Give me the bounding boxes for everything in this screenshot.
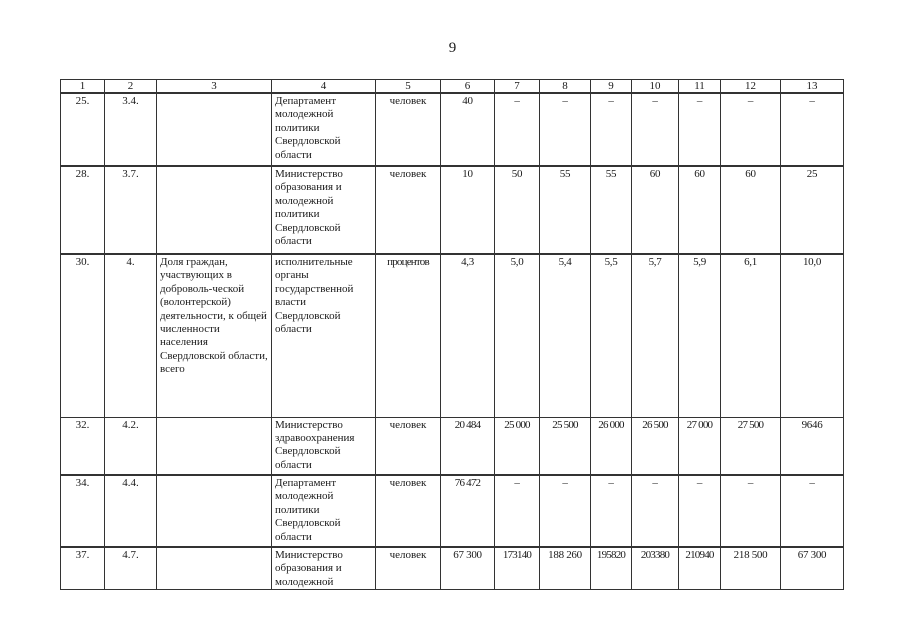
row-value: 60 [679, 166, 721, 254]
row-value: – [495, 93, 540, 166]
table-row [61, 547, 844, 590]
header-cell: 3 [157, 80, 272, 94]
header-cell: 12 [721, 80, 781, 94]
header-cell: 9 [591, 80, 632, 94]
row-value: – [540, 475, 591, 547]
table-row [61, 166, 844, 254]
row-value: 6,1 [721, 254, 781, 417]
row-value: 203380 [632, 547, 679, 590]
header-cell: 8 [540, 80, 591, 94]
row-code: 3.4. [105, 93, 157, 166]
row-value: 67 300 [781, 547, 844, 590]
row-department: Министерство здравоохранения Свердловской области [272, 417, 376, 475]
row-value: 25 500 [540, 417, 591, 475]
header-cell: 7 [495, 80, 540, 94]
row-code: 4.2. [105, 417, 157, 475]
row-value: – [679, 475, 721, 547]
row-department: Департамент молодежной политики Свердловской области [272, 93, 376, 166]
row-value: 55 [591, 166, 632, 254]
row-number: 34. [61, 475, 105, 547]
row-value: 188 260 [540, 547, 591, 590]
row-department: Департамент молодежной политики Свердловской области [272, 475, 376, 547]
table-row [61, 254, 844, 417]
header-cell: 10 [632, 80, 679, 94]
row-value: 5,0 [495, 254, 540, 417]
table-row [61, 475, 844, 547]
header-cell: 1 [61, 80, 105, 94]
row-code: 4.7. [105, 547, 157, 590]
row-indicator [157, 417, 272, 475]
row-value: 218 500 [721, 547, 781, 590]
row-unit: человек [376, 417, 441, 475]
row-value: – [781, 475, 844, 547]
row-value: 76 472 [441, 475, 495, 547]
row-department: Министерство образования и молодежной политики Свердловской области [272, 166, 376, 254]
row-value: – [591, 93, 632, 166]
row-value: 10 [441, 166, 495, 254]
row-value: 4,3 [441, 254, 495, 417]
row-number: 25. [61, 93, 105, 166]
row-value: 26 000 [591, 417, 632, 475]
row-unit: человек [376, 547, 441, 590]
row-value: 173140 [495, 547, 540, 590]
row-value: 60 [721, 166, 781, 254]
row-value: – [632, 475, 679, 547]
row-value: – [679, 93, 721, 166]
header-cell: 5 [376, 80, 441, 94]
table-row [61, 417, 844, 475]
row-value: 40 [441, 93, 495, 166]
row-value: 27 500 [721, 417, 781, 475]
header-cell: 4 [272, 80, 376, 94]
row-department: Министерство образования и молодежной [272, 547, 376, 590]
row-unit: человек [376, 93, 441, 166]
row-unit: процентов [376, 254, 441, 417]
row-code: 4. [105, 254, 157, 417]
table-row [61, 93, 844, 166]
row-indicator [157, 547, 272, 590]
row-value: – [632, 93, 679, 166]
header-cell: 6 [441, 80, 495, 94]
row-code: 4.4. [105, 475, 157, 547]
row-value: 67 300 [441, 547, 495, 590]
row-value: 10,0 [781, 254, 844, 417]
row-indicator [157, 93, 272, 166]
row-value: 25 000 [495, 417, 540, 475]
row-unit: человек [376, 166, 441, 254]
row-indicator [157, 475, 272, 547]
header-row [61, 80, 844, 94]
row-number: 28. [61, 166, 105, 254]
row-value: – [591, 475, 632, 547]
header-cell: 2 [105, 80, 157, 94]
row-unit: человек [376, 475, 441, 547]
row-value: 5,7 [632, 254, 679, 417]
row-number: 37. [61, 547, 105, 590]
row-value: 27 000 [679, 417, 721, 475]
row-value: – [495, 475, 540, 547]
row-value: 50 [495, 166, 540, 254]
header-cell: 11 [679, 80, 721, 94]
row-value: – [540, 93, 591, 166]
row-value: 26 500 [632, 417, 679, 475]
row-value: 9646 [781, 417, 844, 475]
row-department: исполнительные органы государственной власти Свердловской области [272, 254, 376, 417]
row-indicator: Доля граждан, участвующих в доброволь-ческой (волонтерской) деятельности, к общей численности населения Свердловской области, всего [157, 254, 272, 417]
row-value: 5,9 [679, 254, 721, 417]
row-value: – [781, 93, 844, 166]
row-value: 20 484 [441, 417, 495, 475]
indicators-table [60, 79, 844, 590]
row-number: 30. [61, 254, 105, 417]
page-number: 9 [448, 40, 457, 56]
row-indicator [157, 166, 272, 254]
row-number: 32. [61, 417, 105, 475]
row-value: 5,4 [540, 254, 591, 417]
row-value: 25 [781, 166, 844, 254]
row-value: – [721, 475, 781, 547]
row-value: 55 [540, 166, 591, 254]
row-value: 60 [632, 166, 679, 254]
header-cell: 13 [781, 80, 844, 94]
row-value: 210940 [679, 547, 721, 590]
row-value: – [721, 93, 781, 166]
row-value: 195820 [591, 547, 632, 590]
row-code: 3.7. [105, 166, 157, 254]
row-value: 5,5 [591, 254, 632, 417]
